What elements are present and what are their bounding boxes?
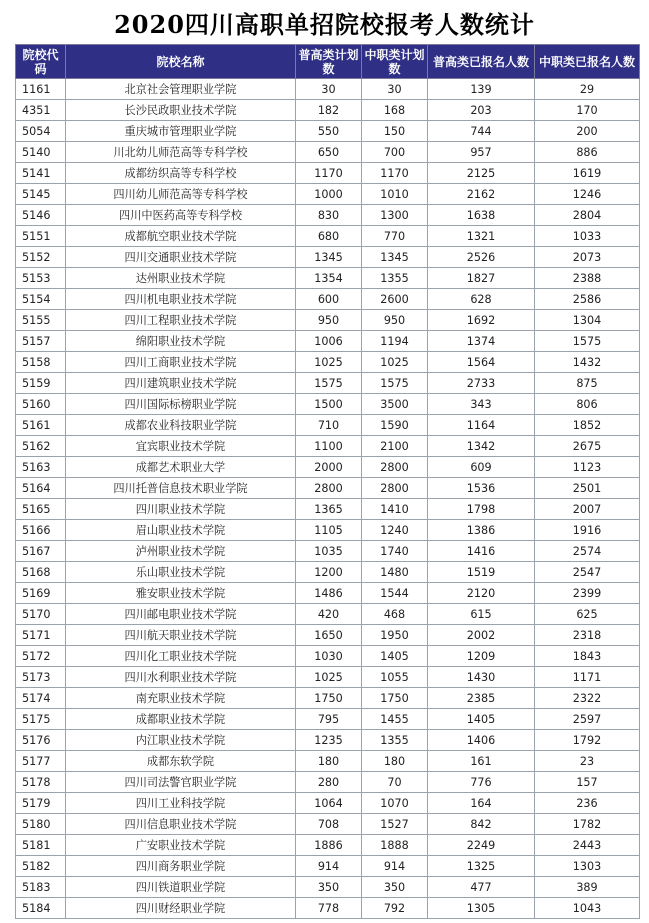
vocational-plan-cell: 950 bbox=[362, 310, 428, 331]
table-row bbox=[16, 688, 640, 709]
general-applicants-cell: 1305 bbox=[428, 898, 535, 919]
general-plan-cell: 1365 bbox=[296, 499, 362, 520]
vocational-applicants-cell: 29 bbox=[535, 79, 640, 100]
vocational-plan-cell: 3500 bbox=[362, 394, 428, 415]
vocational-applicants-cell: 1575 bbox=[535, 331, 640, 352]
school-code-cell: 5163 bbox=[16, 457, 66, 478]
vocational-applicants-cell: 2388 bbox=[535, 268, 640, 289]
general-applicants-cell: 1564 bbox=[428, 352, 535, 373]
table-row bbox=[16, 646, 640, 667]
general-applicants-cell: 2125 bbox=[428, 163, 535, 184]
school-code-cell: 5151 bbox=[16, 226, 66, 247]
general-plan-cell: 1025 bbox=[296, 667, 362, 688]
school-name-cell: 四川交通职业技术学院 bbox=[66, 247, 296, 268]
general-plan-cell: 1235 bbox=[296, 730, 362, 751]
general-applicants-cell: 1536 bbox=[428, 478, 535, 499]
school-name-cell: 四川信息职业技术学院 bbox=[66, 814, 296, 835]
school-name-cell: 四川水利职业技术学院 bbox=[66, 667, 296, 688]
school-code-cell: 5176 bbox=[16, 730, 66, 751]
school-code-cell: 5171 bbox=[16, 625, 66, 646]
table-body bbox=[16, 79, 640, 919]
school-name-cell: 长沙民政职业技术学院 bbox=[66, 100, 296, 121]
general-applicants-cell: 203 bbox=[428, 100, 535, 121]
general-applicants-cell: 2249 bbox=[428, 835, 535, 856]
school-name-cell: 绵阳职业技术学院 bbox=[66, 331, 296, 352]
school-code-cell: 5170 bbox=[16, 604, 66, 625]
school-name-cell: 重庆城市管理职业学院 bbox=[66, 121, 296, 142]
general-applicants-cell: 744 bbox=[428, 121, 535, 142]
vocational-plan-cell: 2600 bbox=[362, 289, 428, 310]
vocational-applicants-cell: 2501 bbox=[535, 478, 640, 499]
vocational-plan-cell: 1240 bbox=[362, 520, 428, 541]
vocational-plan-cell: 30 bbox=[362, 79, 428, 100]
general-plan-cell: 350 bbox=[296, 877, 362, 898]
school-name-cell: 四川工程职业技术学院 bbox=[66, 310, 296, 331]
school-code-cell: 5146 bbox=[16, 205, 66, 226]
general-plan-cell: 1650 bbox=[296, 625, 362, 646]
general-plan-cell: 280 bbox=[296, 772, 362, 793]
school-name-cell: 成都航空职业技术学院 bbox=[66, 226, 296, 247]
table-row bbox=[16, 814, 640, 835]
table-row bbox=[16, 625, 640, 646]
school-name-cell: 四川中医药高等专科学校 bbox=[66, 205, 296, 226]
school-code-cell: 5159 bbox=[16, 373, 66, 394]
table-row bbox=[16, 730, 640, 751]
general-plan-cell: 1575 bbox=[296, 373, 362, 394]
vocational-plan-cell: 1410 bbox=[362, 499, 428, 520]
vocational-applicants-cell: 2318 bbox=[535, 625, 640, 646]
vocational-applicants-cell: 389 bbox=[535, 877, 640, 898]
general-plan-cell: 1064 bbox=[296, 793, 362, 814]
general-plan-cell: 795 bbox=[296, 709, 362, 730]
vocational-applicants-cell: 2443 bbox=[535, 835, 640, 856]
table-row bbox=[16, 205, 640, 226]
vocational-applicants-cell: 2675 bbox=[535, 436, 640, 457]
general-applicants-cell: 1342 bbox=[428, 436, 535, 457]
general-plan-cell: 1105 bbox=[296, 520, 362, 541]
vocational-plan-cell: 1527 bbox=[362, 814, 428, 835]
school-code-cell: 5152 bbox=[16, 247, 66, 268]
vocational-applicants-cell: 1792 bbox=[535, 730, 640, 751]
table-row bbox=[16, 247, 640, 268]
table-row bbox=[16, 478, 640, 499]
vocational-applicants-cell: 2804 bbox=[535, 205, 640, 226]
school-code-cell: 5162 bbox=[16, 436, 66, 457]
school-name-cell: 四川托普信息技术职业学院 bbox=[66, 478, 296, 499]
school-code-cell: 5184 bbox=[16, 898, 66, 919]
vocational-plan-cell: 70 bbox=[362, 772, 428, 793]
school-name-cell: 成都农业科技职业学院 bbox=[66, 415, 296, 436]
table-row bbox=[16, 436, 640, 457]
general-applicants-cell: 2162 bbox=[428, 184, 535, 205]
general-plan-cell: 1030 bbox=[296, 646, 362, 667]
vocational-applicants-cell: 1123 bbox=[535, 457, 640, 478]
vocational-applicants-cell: 1432 bbox=[535, 352, 640, 373]
general-plan-cell: 1000 bbox=[296, 184, 362, 205]
school-name-cell: 宜宾职业技术学院 bbox=[66, 436, 296, 457]
general-applicants-cell: 1406 bbox=[428, 730, 535, 751]
vocational-plan-cell: 1544 bbox=[362, 583, 428, 604]
general-applicants-cell: 1386 bbox=[428, 520, 535, 541]
school-code-cell: 5155 bbox=[16, 310, 66, 331]
vocational-plan-cell: 1590 bbox=[362, 415, 428, 436]
general-applicants-cell: 1374 bbox=[428, 331, 535, 352]
header-vocational-plan: 中职类计划数 bbox=[362, 45, 428, 79]
vocational-plan-cell: 2800 bbox=[362, 457, 428, 478]
school-code-cell: 5174 bbox=[16, 688, 66, 709]
vocational-plan-cell: 150 bbox=[362, 121, 428, 142]
vocational-plan-cell: 1355 bbox=[362, 268, 428, 289]
general-applicants-cell: 2120 bbox=[428, 583, 535, 604]
general-applicants-cell: 164 bbox=[428, 793, 535, 814]
table-row bbox=[16, 163, 640, 184]
general-applicants-cell: 609 bbox=[428, 457, 535, 478]
general-plan-cell: 1750 bbox=[296, 688, 362, 709]
general-plan-cell: 1035 bbox=[296, 541, 362, 562]
vocational-plan-cell: 1740 bbox=[362, 541, 428, 562]
general-applicants-cell: 1519 bbox=[428, 562, 535, 583]
vocational-plan-cell: 914 bbox=[362, 856, 428, 877]
general-applicants-cell: 957 bbox=[428, 142, 535, 163]
school-name-cell: 四川航天职业技术学院 bbox=[66, 625, 296, 646]
school-name-cell: 川北幼儿师范高等专科学校 bbox=[66, 142, 296, 163]
school-code-cell: 5182 bbox=[16, 856, 66, 877]
general-plan-cell: 1006 bbox=[296, 331, 362, 352]
vocational-applicants-cell: 1843 bbox=[535, 646, 640, 667]
vocational-applicants-cell: 1304 bbox=[535, 310, 640, 331]
school-name-cell: 四川司法警官职业学院 bbox=[66, 772, 296, 793]
school-code-cell: 5140 bbox=[16, 142, 66, 163]
vocational-applicants-cell: 1171 bbox=[535, 667, 640, 688]
header-school-code: 院校代码 bbox=[16, 45, 66, 79]
vocational-plan-cell: 792 bbox=[362, 898, 428, 919]
school-name-cell: 四川国际标榜职业学院 bbox=[66, 394, 296, 415]
vocational-applicants-cell: 2399 bbox=[535, 583, 640, 604]
school-code-cell: 5173 bbox=[16, 667, 66, 688]
vocational-applicants-cell: 1246 bbox=[535, 184, 640, 205]
general-applicants-cell: 161 bbox=[428, 751, 535, 772]
vocational-applicants-cell: 1033 bbox=[535, 226, 640, 247]
vocational-plan-cell: 1194 bbox=[362, 331, 428, 352]
table-row bbox=[16, 562, 640, 583]
vocational-applicants-cell: 1619 bbox=[535, 163, 640, 184]
school-name-cell: 四川工商职业技术学院 bbox=[66, 352, 296, 373]
vocational-plan-cell: 1405 bbox=[362, 646, 428, 667]
table-row bbox=[16, 898, 640, 919]
school-code-cell: 5161 bbox=[16, 415, 66, 436]
page-title: 2020四川高职单招院校报考人数统计 bbox=[114, 9, 535, 39]
vocational-plan-cell: 1055 bbox=[362, 667, 428, 688]
school-code-cell: 5153 bbox=[16, 268, 66, 289]
general-plan-cell: 1025 bbox=[296, 352, 362, 373]
school-name-cell: 雅安职业技术学院 bbox=[66, 583, 296, 604]
general-applicants-cell: 2385 bbox=[428, 688, 535, 709]
school-name-cell: 广安职业技术学院 bbox=[66, 835, 296, 856]
school-code-cell: 5158 bbox=[16, 352, 66, 373]
table-row bbox=[16, 583, 640, 604]
table-row bbox=[16, 352, 640, 373]
school-code-cell: 4351 bbox=[16, 100, 66, 121]
general-plan-cell: 600 bbox=[296, 289, 362, 310]
vocational-plan-cell: 350 bbox=[362, 877, 428, 898]
vocational-applicants-cell: 2007 bbox=[535, 499, 640, 520]
vocational-plan-cell: 1750 bbox=[362, 688, 428, 709]
vocational-applicants-cell: 1916 bbox=[535, 520, 640, 541]
general-applicants-cell: 1164 bbox=[428, 415, 535, 436]
school-name-cell: 泸州职业技术学院 bbox=[66, 541, 296, 562]
school-name-cell: 四川机电职业技术学院 bbox=[66, 289, 296, 310]
vocational-plan-cell: 2800 bbox=[362, 478, 428, 499]
table-row bbox=[16, 310, 640, 331]
school-code-cell: 5172 bbox=[16, 646, 66, 667]
table-row bbox=[16, 373, 640, 394]
general-plan-cell: 1486 bbox=[296, 583, 362, 604]
vocational-applicants-cell: 157 bbox=[535, 772, 640, 793]
vocational-plan-cell: 468 bbox=[362, 604, 428, 625]
vocational-plan-cell: 1355 bbox=[362, 730, 428, 751]
vocational-applicants-cell: 1782 bbox=[535, 814, 640, 835]
table-row bbox=[16, 877, 640, 898]
school-code-cell: 5165 bbox=[16, 499, 66, 520]
general-plan-cell: 2000 bbox=[296, 457, 362, 478]
general-applicants-cell: 2002 bbox=[428, 625, 535, 646]
table-header-row bbox=[16, 45, 640, 79]
vocational-applicants-cell: 2073 bbox=[535, 247, 640, 268]
vocational-plan-cell: 1010 bbox=[362, 184, 428, 205]
general-plan-cell: 1500 bbox=[296, 394, 362, 415]
table-row bbox=[16, 121, 640, 142]
vocational-plan-cell: 180 bbox=[362, 751, 428, 772]
general-plan-cell: 180 bbox=[296, 751, 362, 772]
general-plan-cell: 680 bbox=[296, 226, 362, 247]
school-name-cell: 成都艺术职业大学 bbox=[66, 457, 296, 478]
general-applicants-cell: 1325 bbox=[428, 856, 535, 877]
school-code-cell: 5178 bbox=[16, 772, 66, 793]
general-applicants-cell: 628 bbox=[428, 289, 535, 310]
vocational-applicants-cell: 2574 bbox=[535, 541, 640, 562]
general-applicants-cell: 1430 bbox=[428, 667, 535, 688]
vocational-applicants-cell: 806 bbox=[535, 394, 640, 415]
school-name-cell: 四川化工职业技术学院 bbox=[66, 646, 296, 667]
vocational-applicants-cell: 2322 bbox=[535, 688, 640, 709]
vocational-plan-cell: 1888 bbox=[362, 835, 428, 856]
school-name-cell: 四川建筑职业技术学院 bbox=[66, 373, 296, 394]
vocational-plan-cell: 1025 bbox=[362, 352, 428, 373]
general-applicants-cell: 615 bbox=[428, 604, 535, 625]
school-code-cell: 5168 bbox=[16, 562, 66, 583]
enrollment-table bbox=[15, 44, 640, 919]
table-row bbox=[16, 457, 640, 478]
school-code-cell: 5145 bbox=[16, 184, 66, 205]
vocational-plan-cell: 168 bbox=[362, 100, 428, 121]
school-name-cell: 眉山职业技术学院 bbox=[66, 520, 296, 541]
school-name-cell: 四川幼儿师范高等专科学校 bbox=[66, 184, 296, 205]
school-name-cell: 四川商务职业学院 bbox=[66, 856, 296, 877]
school-code-cell: 5166 bbox=[16, 520, 66, 541]
general-applicants-cell: 1405 bbox=[428, 709, 535, 730]
school-code-cell: 5175 bbox=[16, 709, 66, 730]
school-code-cell: 5169 bbox=[16, 583, 66, 604]
general-applicants-cell: 776 bbox=[428, 772, 535, 793]
vocational-applicants-cell: 236 bbox=[535, 793, 640, 814]
school-code-cell: 5177 bbox=[16, 751, 66, 772]
vocational-applicants-cell: 170 bbox=[535, 100, 640, 121]
table-row bbox=[16, 667, 640, 688]
school-code-cell: 5183 bbox=[16, 877, 66, 898]
vocational-applicants-cell: 23 bbox=[535, 751, 640, 772]
school-name-cell: 成都东软学院 bbox=[66, 751, 296, 772]
school-name-cell: 成都职业技术学院 bbox=[66, 709, 296, 730]
vocational-applicants-cell: 200 bbox=[535, 121, 640, 142]
table-row bbox=[16, 268, 640, 289]
school-code-cell: 5164 bbox=[16, 478, 66, 499]
school-code-cell: 5054 bbox=[16, 121, 66, 142]
school-name-cell: 四川财经职业学院 bbox=[66, 898, 296, 919]
table-row bbox=[16, 835, 640, 856]
general-plan-cell: 182 bbox=[296, 100, 362, 121]
vocational-plan-cell: 1170 bbox=[362, 163, 428, 184]
table-row bbox=[16, 415, 640, 436]
school-name-cell: 南充职业技术学院 bbox=[66, 688, 296, 709]
school-code-cell: 5180 bbox=[16, 814, 66, 835]
vocational-applicants-cell: 1303 bbox=[535, 856, 640, 877]
school-name-cell: 北京社会管理职业学院 bbox=[66, 79, 296, 100]
table-row bbox=[16, 604, 640, 625]
school-name-cell: 四川工业科技学院 bbox=[66, 793, 296, 814]
school-name-cell: 四川铁道职业学院 bbox=[66, 877, 296, 898]
table-row bbox=[16, 289, 640, 310]
general-plan-cell: 1345 bbox=[296, 247, 362, 268]
school-name-cell: 四川邮电职业技术学院 bbox=[66, 604, 296, 625]
general-plan-cell: 1354 bbox=[296, 268, 362, 289]
table-row bbox=[16, 856, 640, 877]
general-plan-cell: 1100 bbox=[296, 436, 362, 457]
vocational-plan-cell: 770 bbox=[362, 226, 428, 247]
general-applicants-cell: 2733 bbox=[428, 373, 535, 394]
table-row bbox=[16, 772, 640, 793]
school-code-cell: 5157 bbox=[16, 331, 66, 352]
header-vocational-applicants: 中职类已报名人数 bbox=[535, 45, 640, 79]
header-general-applicants: 普高类已报名人数 bbox=[428, 45, 535, 79]
general-plan-cell: 830 bbox=[296, 205, 362, 226]
general-plan-cell: 30 bbox=[296, 79, 362, 100]
general-applicants-cell: 477 bbox=[428, 877, 535, 898]
table-row bbox=[16, 142, 640, 163]
general-plan-cell: 2800 bbox=[296, 478, 362, 499]
school-code-cell: 5154 bbox=[16, 289, 66, 310]
vocational-plan-cell: 1455 bbox=[362, 709, 428, 730]
general-applicants-cell: 1798 bbox=[428, 499, 535, 520]
general-applicants-cell: 1416 bbox=[428, 541, 535, 562]
general-applicants-cell: 842 bbox=[428, 814, 535, 835]
vocational-applicants-cell: 2597 bbox=[535, 709, 640, 730]
vocational-applicants-cell: 625 bbox=[535, 604, 640, 625]
school-name-cell: 成都纺织高等专科学校 bbox=[66, 163, 296, 184]
general-applicants-cell: 1321 bbox=[428, 226, 535, 247]
vocational-plan-cell: 1300 bbox=[362, 205, 428, 226]
school-name-cell: 四川职业技术学院 bbox=[66, 499, 296, 520]
header-general-plan: 普高类计划数 bbox=[296, 45, 362, 79]
table-row bbox=[16, 520, 640, 541]
general-applicants-cell: 1827 bbox=[428, 268, 535, 289]
general-plan-cell: 778 bbox=[296, 898, 362, 919]
table-row bbox=[16, 751, 640, 772]
general-applicants-cell: 343 bbox=[428, 394, 535, 415]
table-row bbox=[16, 793, 640, 814]
school-code-cell: 5179 bbox=[16, 793, 66, 814]
general-plan-cell: 650 bbox=[296, 142, 362, 163]
general-applicants-cell: 1638 bbox=[428, 205, 535, 226]
table-row bbox=[16, 226, 640, 247]
vocational-applicants-cell: 1852 bbox=[535, 415, 640, 436]
general-applicants-cell: 1209 bbox=[428, 646, 535, 667]
table-row bbox=[16, 394, 640, 415]
table-row bbox=[16, 100, 640, 121]
table-row bbox=[16, 541, 640, 562]
school-code-cell: 1161 bbox=[16, 79, 66, 100]
general-plan-cell: 708 bbox=[296, 814, 362, 835]
vocational-applicants-cell: 1043 bbox=[535, 898, 640, 919]
vocational-plan-cell: 2100 bbox=[362, 436, 428, 457]
vocational-applicants-cell: 875 bbox=[535, 373, 640, 394]
vocational-plan-cell: 1480 bbox=[362, 562, 428, 583]
general-applicants-cell: 2526 bbox=[428, 247, 535, 268]
general-plan-cell: 914 bbox=[296, 856, 362, 877]
general-plan-cell: 1886 bbox=[296, 835, 362, 856]
general-applicants-cell: 139 bbox=[428, 79, 535, 100]
general-plan-cell: 1170 bbox=[296, 163, 362, 184]
general-applicants-cell: 1692 bbox=[428, 310, 535, 331]
school-name-cell: 达州职业技术学院 bbox=[66, 268, 296, 289]
school-code-cell: 5167 bbox=[16, 541, 66, 562]
vocational-plan-cell: 1070 bbox=[362, 793, 428, 814]
vocational-applicants-cell: 2586 bbox=[535, 289, 640, 310]
table-row bbox=[16, 79, 640, 100]
general-plan-cell: 1200 bbox=[296, 562, 362, 583]
vocational-applicants-cell: 886 bbox=[535, 142, 640, 163]
table-row bbox=[16, 184, 640, 205]
vocational-plan-cell: 1575 bbox=[362, 373, 428, 394]
general-plan-cell: 420 bbox=[296, 604, 362, 625]
table-row bbox=[16, 499, 640, 520]
general-plan-cell: 550 bbox=[296, 121, 362, 142]
school-code-cell: 5181 bbox=[16, 835, 66, 856]
general-plan-cell: 710 bbox=[296, 415, 362, 436]
table-row bbox=[16, 331, 640, 352]
table-row bbox=[16, 709, 640, 730]
vocational-plan-cell: 1950 bbox=[362, 625, 428, 646]
school-code-cell: 5160 bbox=[16, 394, 66, 415]
general-plan-cell: 950 bbox=[296, 310, 362, 331]
school-name-cell: 乐山职业技术学院 bbox=[66, 562, 296, 583]
header-school-name: 院校名称 bbox=[66, 45, 296, 79]
vocational-plan-cell: 1345 bbox=[362, 247, 428, 268]
vocational-applicants-cell: 2547 bbox=[535, 562, 640, 583]
school-code-cell: 5141 bbox=[16, 163, 66, 184]
school-name-cell: 内江职业技术学院 bbox=[66, 730, 296, 751]
vocational-plan-cell: 700 bbox=[362, 142, 428, 163]
